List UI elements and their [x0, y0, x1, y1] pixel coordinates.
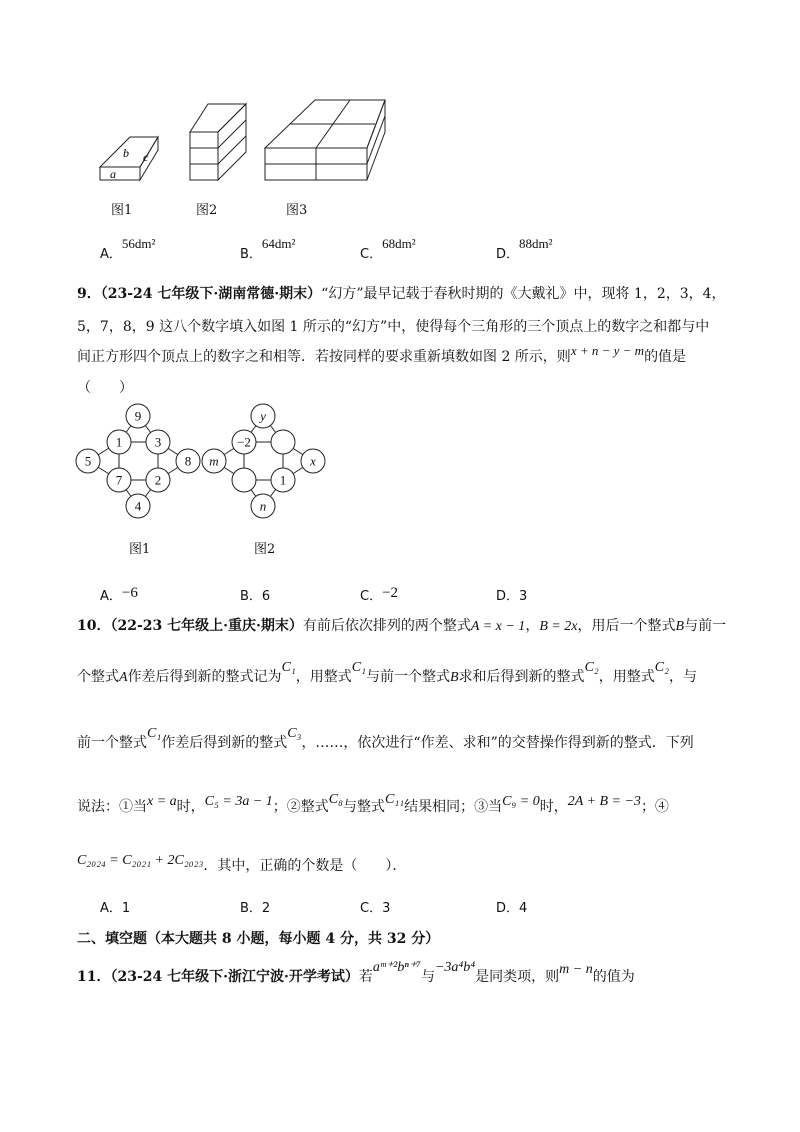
q9-option-c[interactable]: C．−2 [360, 585, 399, 604]
fig1-value-ul: 1 [115, 434, 123, 450]
figure-1-cuboid [100, 137, 158, 180]
fig1-edges [88, 416, 188, 506]
q8-option-d[interactable]: D．88dm² [496, 236, 553, 262]
q10-line-5: C₂₀₂₄ = C₂₀₂₁ + 2C₂₀₂₃．其中，正确的个数是（ ）． [77, 853, 407, 874]
section-2-heading: 二、填空题（本大题共 8 小题，每小题 4 分，共 32 分） [77, 931, 440, 947]
fig2-value-left: m [209, 453, 219, 469]
fig2-value-bottom: n [259, 498, 267, 514]
q9-line-1: 9．（23-24 七年级下·湖南常德·期末）“幻方”最早记载于春秋时期的《大戴礼》中，现将 1，2，3，4， [77, 286, 726, 302]
q8-cuboid-figures [90, 95, 400, 190]
q10-option-d[interactable]: D．4 [496, 901, 528, 916]
q9-caption-2: 图2 [254, 542, 276, 557]
q9-line-3: 间正方形四个顶点上的数字之和相等．若按同样的要求重新填数如图 2 所示，则x + n − y − m的值是 [77, 343, 687, 365]
q10-option-c[interactable]: C．3 [360, 901, 391, 916]
q9-answer-paren: （ ） [77, 380, 133, 396]
q9-option-d[interactable]: D．3 [496, 589, 528, 604]
fig1-value-bottom: 4 [134, 498, 142, 514]
fig1-value-ll: 7 [115, 472, 123, 488]
label-c: c [143, 150, 149, 164]
fig2-node-ll [232, 468, 256, 492]
q8-option-b[interactable]: B．64dm² [240, 236, 296, 262]
q9-line-2: 5，7，8，9 这八个数字填入如图 1 所示的“幻方”中，使得每个三角形的三个顶点上的数字之和都与中 [77, 319, 710, 335]
q8-option-c[interactable]: C．68dm² [360, 236, 416, 262]
q10-option-a[interactable]: A．1 [100, 901, 131, 916]
q9-option-b[interactable]: B．6 [240, 589, 271, 604]
fig2-node-ur [271, 430, 295, 454]
fig2-value-lr: 1 [279, 472, 287, 488]
q9-caption-1: 图1 [129, 542, 151, 557]
fig1-value-left: 5 [84, 453, 92, 469]
q10-line-3: 前一个整式C₁作差后得到新的整式C₃，……，依次进行“作差、求和”的交替操作得到新的整式．下列 [77, 726, 694, 751]
q10-line-4: 说法：①当x = a时，C₅ = 3a − 1；②整式C₈与整式C₁₁结果相同；③当C₉ = 0时，2A + B = −3；④ [77, 792, 669, 815]
figure-2-stacked-cuboids [190, 104, 246, 180]
label-b: b [123, 146, 129, 160]
q11-line-1: 11．（23-24 七年级下·浙江宁波·开学考试）若aᵐ⁺²bⁿ⁺⁷与−3a⁴b⁴是同类项，则m − n的值为 [77, 960, 635, 985]
q9-option-a[interactable]: A．−6 [100, 585, 138, 604]
fig1-value-top: 9 [134, 408, 142, 424]
q8-caption-3: 图3 [286, 203, 308, 218]
fig2-value-ul: −2 [237, 434, 251, 450]
q9-magic-figures [70, 400, 335, 530]
q8-caption-2: 图2 [196, 203, 218, 218]
fig2-edges [214, 416, 313, 506]
figure-3-flat-cuboids [265, 100, 385, 180]
q10-option-b[interactable]: B．2 [240, 901, 271, 916]
fig1-value-ur: 3 [154, 434, 162, 450]
q10-line-1: 10．（22-23 七年级上·重庆·期末）有前后依次排列的两个整式A = x − 1，B = 2x，用后一个整式B与前一 [77, 618, 727, 634]
fig1-value-right: 8 [184, 453, 192, 469]
fig1-value-lr: 2 [154, 472, 162, 488]
q8-caption-1: 图1 [111, 203, 133, 218]
q8-option-a[interactable]: A．56dm² [100, 236, 156, 262]
q10-line-2: 个整式A作差后得到新的整式记为C₁，用整式C₁与前一个整式B求和后得到新的整式C₂，用整式C₂，与 [77, 660, 697, 685]
fig2-value-top: y [260, 408, 266, 424]
fig2-value-right: x [310, 453, 316, 469]
label-a: a [110, 167, 116, 181]
